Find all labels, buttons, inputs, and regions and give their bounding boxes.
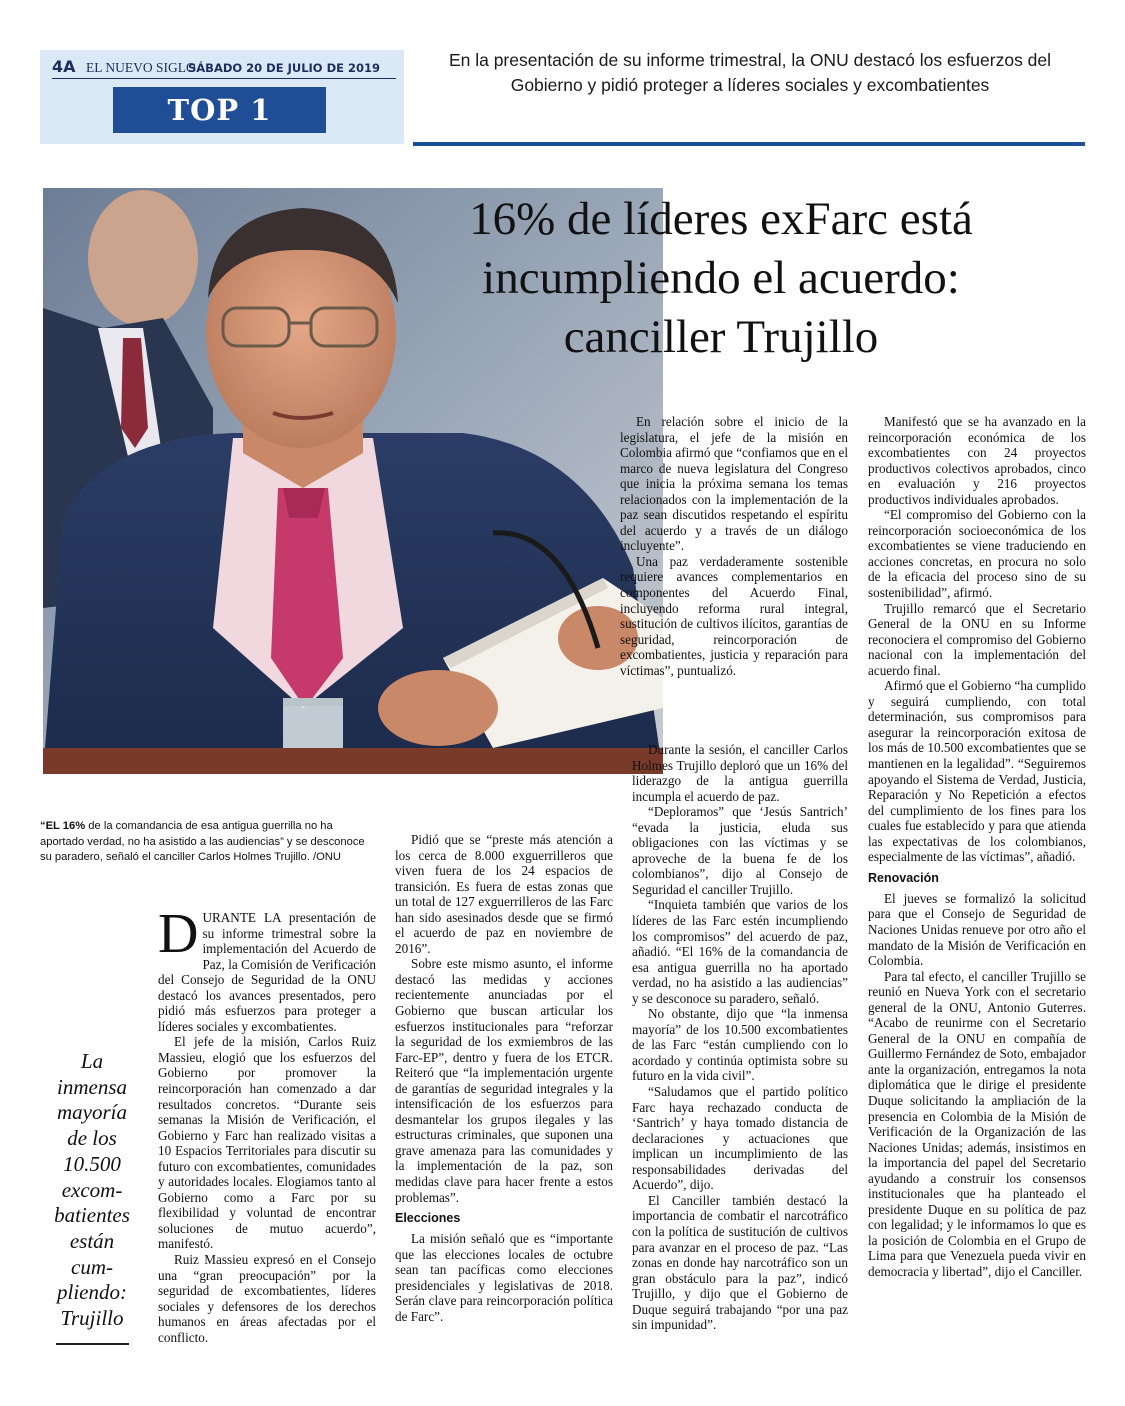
body-paragraph: La misión señaló que es “importante que las elecciones locales de octubre sean tan pacíficas como elecciones presidenciales y legislativas de 2018. Serán clave para reincorporación política de Farc”. — [395, 1231, 613, 1324]
subhead: Elecciones — [395, 1211, 461, 1226]
body-paragraph: Afirmó que el Gobierno “ha cumplido y seguirá cumpliendo, con total determinación, sus compromisos para asegurar la reincorporación exitosa de los más de 10.500 excombatientes que se mantienen en la legalidad”. “Seguiremos apoyando el Sistema de Verdad, Justicia, Reparación y No Repetición a efectos del cumplimiento de los fines para los cuales fue establecido y para que atienda las expectativas de los colombianos, especialmente de las víctimas”, añadió. — [868, 678, 1086, 865]
subhead: Renovación — [868, 870, 939, 885]
pull-quote-line: están — [69, 1228, 115, 1253]
headline-line-2: incumpliendo el acuerdo: — [482, 252, 960, 304]
pull-quote — [40, 1049, 144, 1332]
body-paragraph: Pidió que se “preste más atención a los cerca de 8.000 exguerrilleros que viven fuera de los 24 espacios de transición. Es fuera de estas zonas que un total de 127 exguerrilleros de las Farc han sido asesinados desde que se firmó el acuerdo de paz en noviembre de 2016”. — [395, 832, 613, 956]
article-column-2 — [395, 832, 613, 1324]
pull-quote-line: pliendo: — [57, 1280, 127, 1305]
body-paragraph: Manifestó que se ha avanzado en la reincorporación económica de los excombatientes con 24 proyectos productivos colectivos aprobados, cinco en evaluación y 216 proyectos productivos individuales aprobados. — [868, 414, 1086, 507]
pull-quote-line: Trujillo — [60, 1306, 124, 1331]
body-paragraph: Trujillo remarcó que el Secretario General de la ONU en su Informe reconociera el compromiso del Gobierno nacional con la implementación del acuerdo final. — [868, 600, 1086, 678]
header-accent-rule — [413, 142, 1085, 146]
pull-quote-line: La — [80, 1049, 104, 1073]
pull-quote-line: batientes — [54, 1203, 130, 1228]
headline-line-3: canciller Trujillo — [563, 311, 879, 363]
headline — [410, 190, 1032, 367]
headline-line-1: 16% de líderes exFarc está — [469, 193, 973, 245]
body-paragraph: Para tal efecto, el canciller Trujillo se reunió en Nueva York con el secretario general de la ONU, Antonio Guterres. “Acabo de reunirme con el Secretario General de la ONU en compañía de Guillermo Fernández de Soto, embajador ante la organización, entregamos la nota diplomática que le dirige el presidente Duque solicitando la ampliación de la presencia en Colombia de la Misión de Verificación de la Organización de las Naciones Unidas; además, insistimos en la importancia del papel del Secretario ayudando a construir los consensos institucionales que ha planteado el presidente Duque en su política de paz con legalidad; y le informamos lo que es la posición de Colombia en el Grupo de Lima para que Venezuela pueda vivir en democracia y libertad”, dijo el Canciller. — [868, 968, 1086, 1279]
header-divider — [52, 78, 396, 79]
pull-quote-line: 10.500 — [63, 1151, 121, 1176]
pull-quote-line: cum- — [71, 1254, 113, 1279]
body-paragraph: En relación sobre el inicio de la legislatura, el jefe de la misión en Colombia afirmó que “confiamos que en el marco de nueva legislatura del Congreso que inicia la próxima semana los temas relacionados con la implementación de la paz sean discutidos respetando el espíritu del acuerdo y a través de un diálogo incluyente”. — [620, 414, 848, 554]
body-text: presentación de su informe trimestral sobre la implementación del Acuerdo de Paz, la Comisión de Verificación del Consejo de Seguridad de la ONU destacó los avances presentados, pero pidió más esfuerzos para proteger a líderes sociales y excombatientes. — [158, 910, 376, 1034]
body-paragraph: Durante la sesión, el canciller Carlos Holmes Trujillo deploró que un 16% del liderazgo de la antigua guerrilla incumpla el acuerdo de paz. — [632, 742, 848, 804]
issue-date: SÁBADO 20 DE JULIO DE 2019 — [188, 61, 381, 75]
deck-summary: En la presentación de su informe trimestral, la ONU destacó los esfuerzos del Gobierno y pidió proteger a líderes sociales y excombatientes — [448, 50, 1052, 95]
body-paragraph: Una paz verdaderamente sostenible requiere avances complementarios en componentes del Acuerdo Final, incluyendo reforma rural integral, sustitución de cultivos ilícitos, garantías de seguridad, reincorporación de excombatientes, justicia y reparación para víctimas”, puntualizó. — [620, 553, 848, 678]
body-paragraph: “Deploramos” que ‘Jesús Santrich’ “evada la justicia, eluda sus obligaciones con las víctimas y se aproveche de la buena fe de los colombianos”, dijo al Consejo de Seguridad el canciller Trujillo. — [632, 804, 848, 897]
page-number: 4A — [52, 57, 76, 76]
section-label: TOP 1 — [113, 87, 326, 133]
body-paragraph: “Inquieta también que varios de los líderes de las Farc estén incumpliendo los compromisos” del acuerdo de paz, añadió. “El 16% de la comandancia de esa antigua guerrilla no ha aportado verdad, no ha asistido a las audiencias” y se desconoce su paradero, señaló. — [632, 897, 848, 1006]
article-column-3 — [632, 742, 848, 1333]
pull-quote-line: inmensa — [57, 1074, 127, 1099]
pull-quote-line: de los — [67, 1126, 117, 1151]
body-paragraph — [158, 903, 376, 1034]
caption-lead: “EL 16% — [40, 820, 86, 832]
caption-text: de la comandancia de esa antigua guerrilla no ha aportado verdad, no ha asistido a las audiencias” y se desconoce su paradero, señaló el canciller Carlos Holmes Trujillo. /ONU — [40, 820, 365, 863]
body-paragraph: “Saludamos que el partido político Farc haya rechazado conducta de ‘Santrich’ y haya tomado distancia de declaraciones y actuaciones que implican un incumplimiento de las responsabilidades derivadas del Acuerdo”, dijo. — [632, 1084, 848, 1193]
pull-quote-rule — [56, 1343, 129, 1345]
body-paragraph: Sobre este mismo asunto, el informe destacó las medidas y acciones recientemente anunciadas por el Gobierno que buscan articular los esfuerzos institucionales para “reforzar la seguridad de los exmiembros de las Farc-EP”, dentro y fuera de los ETCR. Reiteró que “la implementación urgente de garantías de seguridad integrales y la intensificación de los esfuerzos para desmantelar los grupos ilegales y las estructuras criminales, que suponen una grave amenaza para las comunidades y la implementación de la paz, son medidas clave para hacer frente a estos problemas”. — [395, 956, 613, 1205]
body-paragraph: Ruiz Massieu expresó en el Consejo una “gran preocupación” por la seguridad de excombatientes, líderes sociales y defensores de los derechos humanos en áreas afectadas por el conflicto. — [158, 1252, 376, 1345]
article-column-1 — [158, 903, 376, 1345]
article-column-3-top — [620, 414, 848, 678]
newspaper-name: EL NUEVO SIGLO — [86, 60, 196, 75]
pull-quote-line: excom- — [61, 1177, 123, 1202]
drop-cap: D — [158, 903, 199, 965]
body-paragraph: No obstante, dijo que “la inmensa mayoría” de los 10.500 excombatientes de las Farc “están cumpliendo con lo acordado y continúa optimista sobre su futuro en la vida civil”. — [632, 1006, 848, 1084]
body-paragraph: El jueves se formalizó la solicitud para que el Consejo de Seguridad de Naciones Unidas renueve por otro año el mandato de la Misión de Verificación en Colombia. — [868, 890, 1086, 969]
body-paragraph: “El compromiso del Gobierno con la reincorporación socioeconómica de los excombatientes se viene traduciendo en acciones concretas, en procura no solo de la eficacia del proceso sino de su sostenibilidad”, afirmó. — [868, 507, 1086, 601]
article-column-4 — [868, 414, 1086, 1280]
photo-caption — [40, 819, 366, 866]
lead-in: URANTE LA — [202, 910, 281, 925]
body-paragraph: El Canciller también destacó la importancia de combatir el narcotráfico con la política de sustitución de cultivos para avanzar en el proceso de paz. “Las zonas en donde hay narcotráfico son un gran obstáculo para la paz”, indicó Trujillo, y dijo que el Gobierno de Duque seguirá trabajando “por una paz sin impunidad”. — [632, 1192, 848, 1333]
body-paragraph: El jefe de la misión, Carlos Ruiz Massieu, elogió que los esfuerzos del Gobierno por promover la reincorporación han comenzado a dar resultados concretos. “Durante seis semanas la Misión de Verificación, el Gobierno y Farc han realizado visitas a 10 Espacios Territoriales para discutir su futuro con excombatientes, comunidades y autoridades locales. Elogiamos tanto al Gobierno como a Farc por su flexibilidad y voluntad de encontrar soluciones de mutuo acuerdo”, manifestó. — [158, 1034, 376, 1252]
pull-quote-line: mayoría — [57, 1100, 127, 1125]
